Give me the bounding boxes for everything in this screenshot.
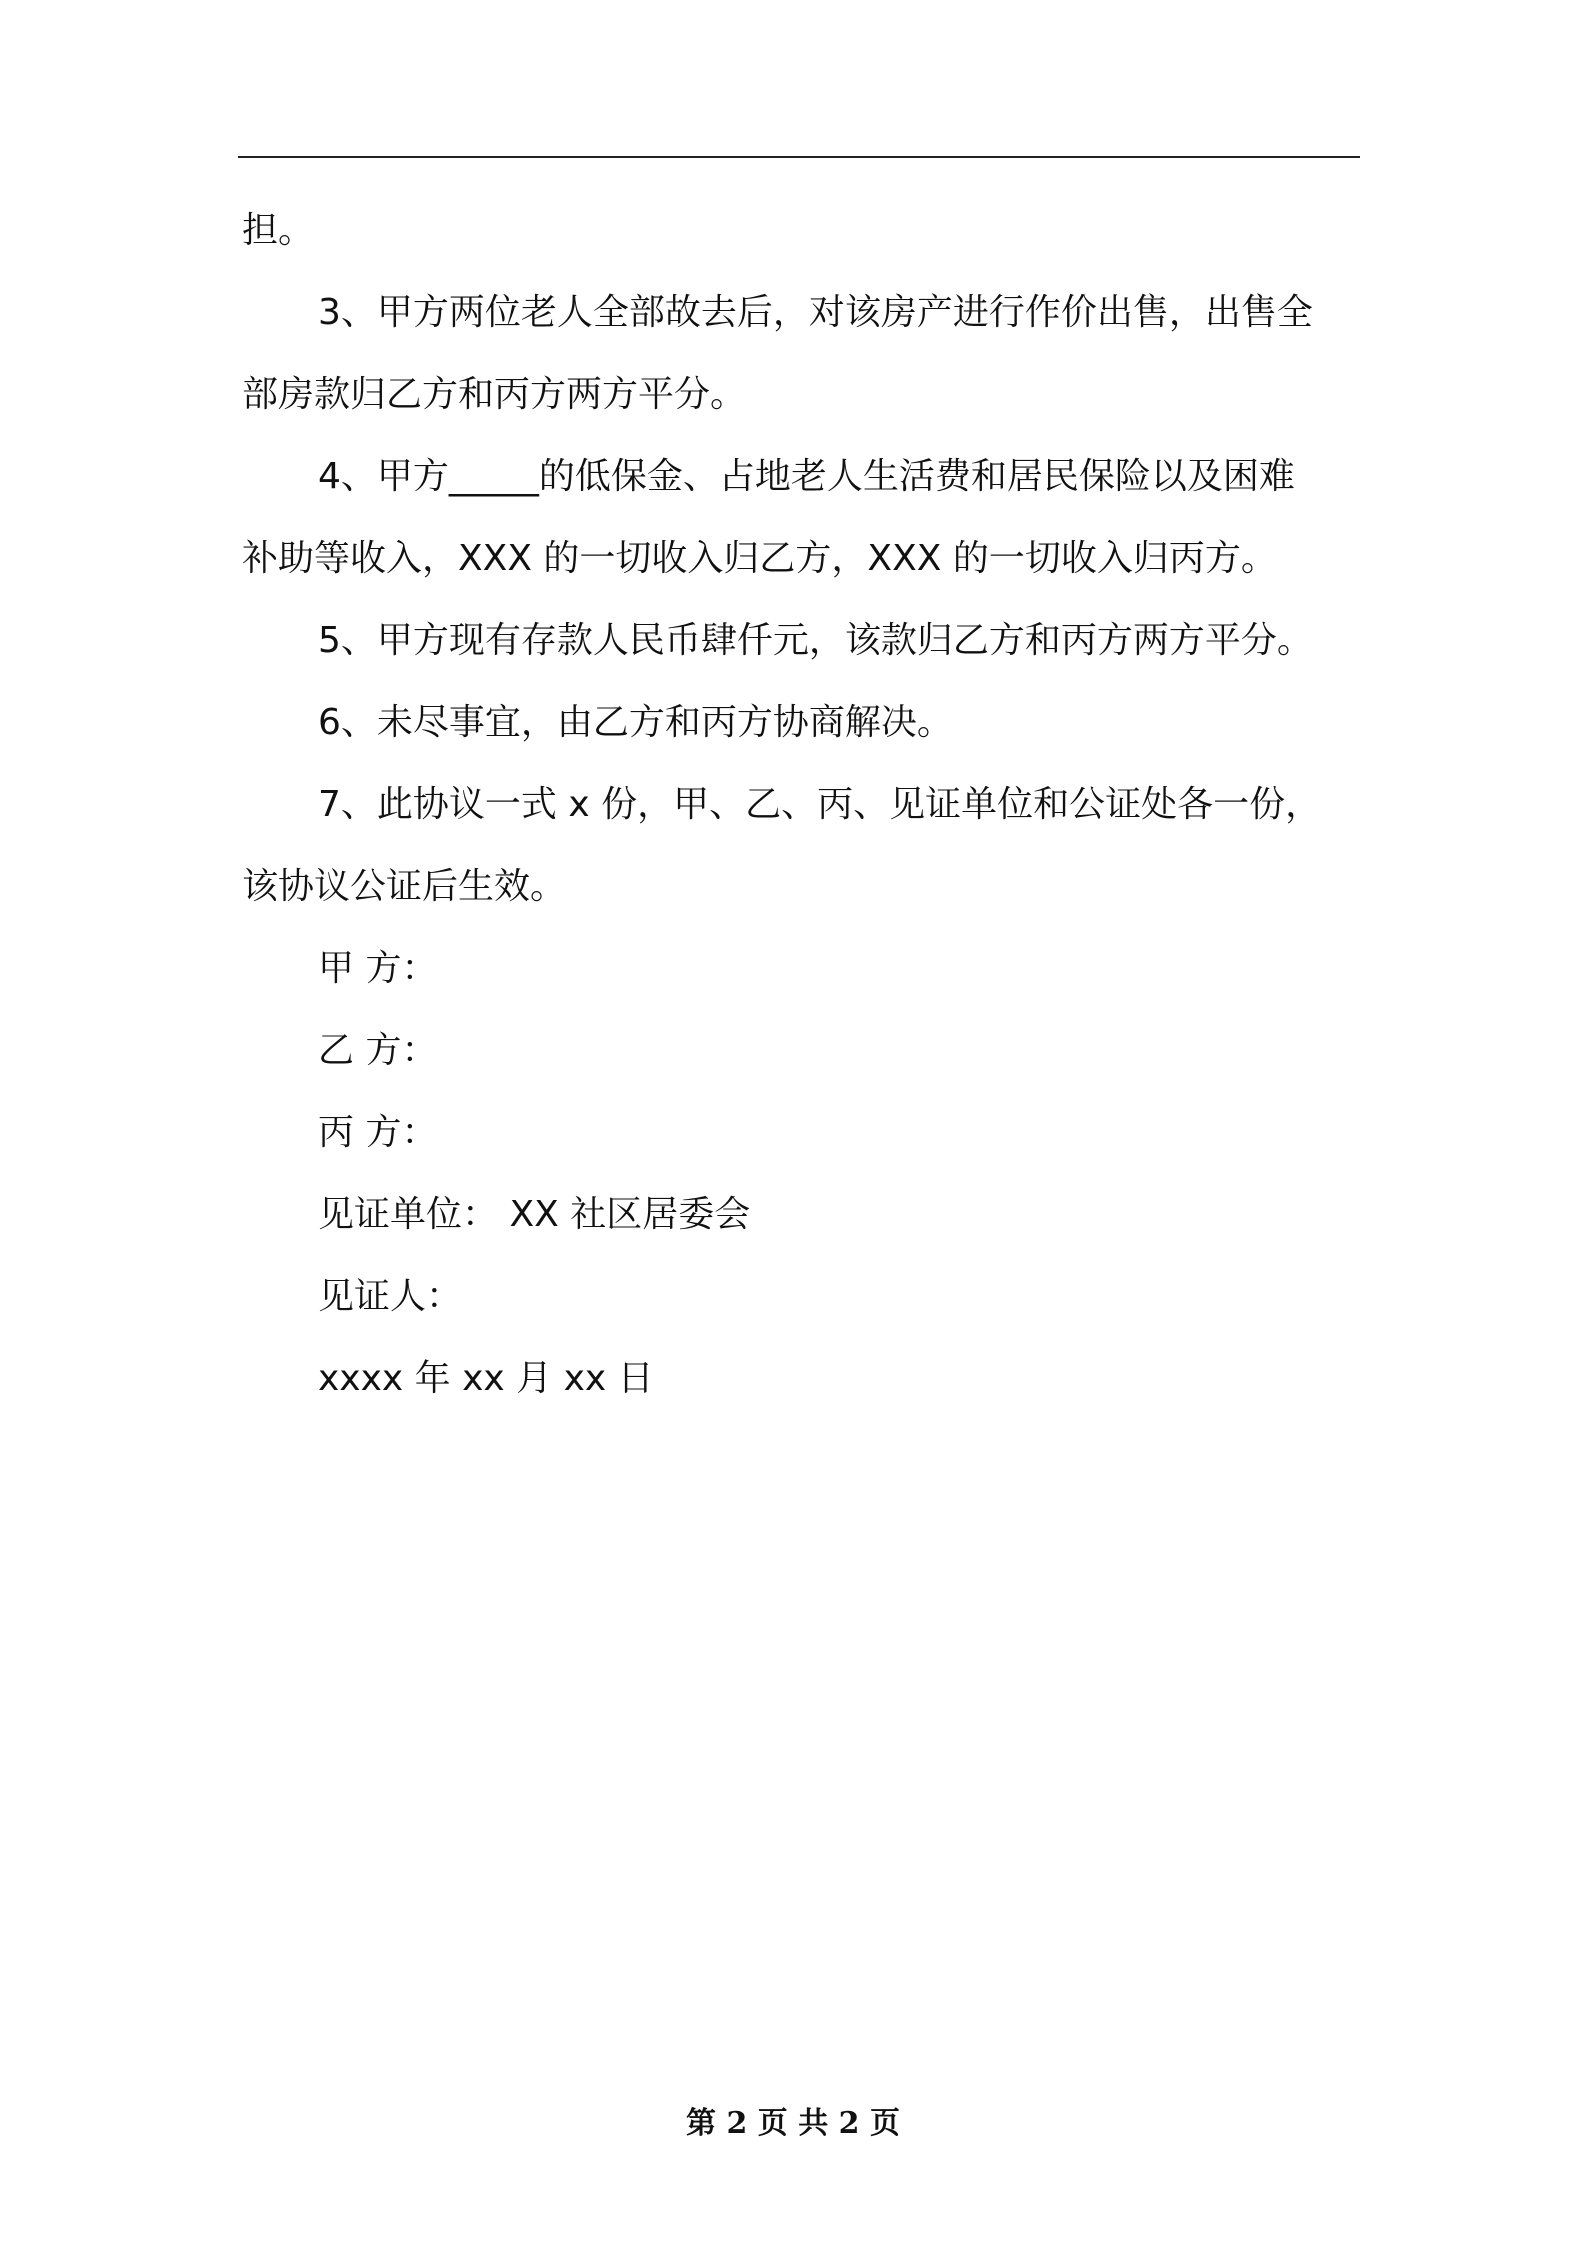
clause-6: 6、未尽事宜，由乙方和丙方协商解决。 (318, 702, 953, 743)
party-c-signature: 丙 方： (318, 1112, 438, 1153)
party-a-signature: 甲 方： (318, 948, 438, 989)
document-body (242, 190, 1360, 1420)
party-b-signature: 乙 方： (318, 1030, 438, 1071)
clause-3-line-1: 3、甲方两位老人全部故去后，对该房产进行作价出售，出售全 (318, 292, 1313, 333)
body-line: 担。 (242, 210, 315, 251)
clause-4-line-2: 补助等收入，XXX 的一切收入归乙方，XXX 的一切收入归丙方。 (242, 538, 1277, 579)
signing-date: xxxx 年 xx 月 xx 日 (318, 1358, 654, 1399)
clause-3-line-2: 部房款归乙方和丙方两方平分。 (242, 374, 747, 415)
clause-7-line-2: 该协议公证后生效。 (242, 866, 567, 907)
witness-person: 见证人： (318, 1276, 463, 1317)
header-divider (238, 156, 1360, 158)
page-number: 第 2 页 共 2 页 (686, 2106, 900, 2141)
clause-5: 5、甲方现有存款人民币肆仟元，该款归乙方和丙方两方平分。 (318, 620, 1313, 661)
clause-4-line-1: 4、甲方_____的低保金、占地老人生活费和居民保险以及困难 (318, 456, 1295, 497)
clause-7-line-1: 7、此协议一式 x 份，甲、乙、丙、见证单位和公证处各一份， (318, 784, 1322, 825)
witness-organization: 见证单位： XX 社区居委会 (318, 1194, 751, 1235)
